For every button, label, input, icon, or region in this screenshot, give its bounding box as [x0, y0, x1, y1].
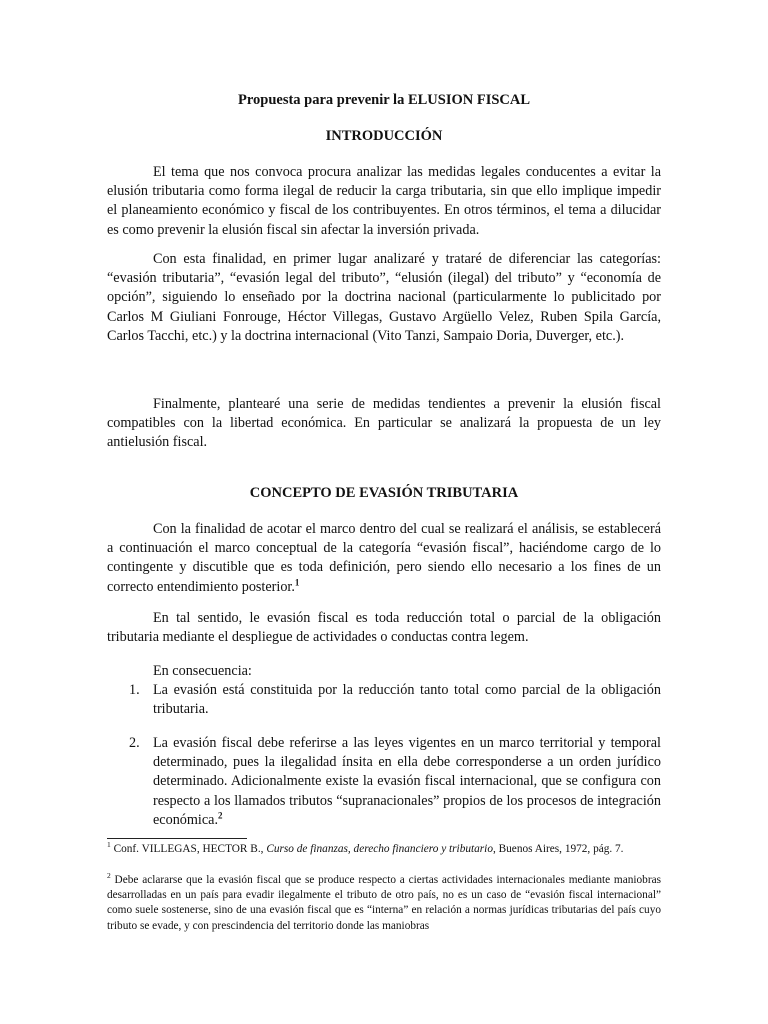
footnote-2-text: Debe aclararse que la evasión fiscal que se produce respecto a ciertas actividades internacionales mediante maniobras desarrolladas en un país para evadir ilegalmente el tributo de otro país, no es un caso de “evasión fiscal internacional” como suele sostenerse, sino de una evasión fiscal que es “interna” en relación a normas jurídicas tributarias del país cuyo tributo se evade, y con prescindencia del territorio donde las maniobras [107, 874, 661, 932]
list-item-number: 1. [129, 682, 140, 698]
section-heading-concepto: CONCEPTO DE EVASIÓN TRIBUTARIA [249, 485, 519, 501]
concept-paragraph-1 [107, 520, 661, 597]
footnote-1-post: , Buenos Aires, 1972, pág. 7. [492, 843, 624, 855]
section-heading-introduccion: INTRODUCCIÓN [325, 128, 443, 144]
footnote-1 [107, 842, 661, 857]
list-item-text-body: La evasión fiscal debe referirse a las leyes vigentes en un marco territorial y temporal determinado, pues la ilegalidad ínsita en ella debe corresponderse a un orden jurídico determinado. Adicionalmente existe la evasión fiscal internacional, que se configura con respecto a los llamados tributos “supranacionales” propios de los procesos de integración económica. [153, 735, 661, 828]
footnote-2-mark: 2 [107, 871, 111, 881]
concept-paragraph-2: En tal sentido, le evasión fiscal es toda reducción total o parcial de la obligación tributaria mediante el despliegue de actividades o conductas contra legem. [107, 610, 661, 646]
consequence-label: En consecuencia: [153, 663, 252, 679]
intro-paragraph-3: Finalmente, plantearé una serie de medidas tendientes a prevenir la elusión fiscal compatibles con la libertad económica. En particular se analizará la propuesta de un ley antielusión fiscal. [107, 396, 661, 451]
document-title: Propuesta para prevenir la ELUSION FISCAL [237, 92, 531, 108]
footnote-ref-1: 1 [294, 576, 300, 587]
list-item-text [153, 734, 661, 830]
list-item-text: La evasión está constituida por la reducción tanto total como parcial de la obligación tributaria. [153, 682, 661, 718]
footnote-1-pre: Conf. VILLEGAS, HECTOR B., [110, 843, 267, 855]
list-item [107, 681, 661, 719]
list-item-number: 2. [129, 735, 140, 751]
footnote-1-italic: Curso de finanzas, derecho financiero y tributario [266, 843, 493, 855]
list-item [107, 734, 661, 830]
footnote-2 [107, 873, 661, 934]
footnote-ref-2: 2 [218, 810, 223, 821]
footnote-separator [107, 838, 247, 839]
intro-paragraph-2: Con esta finalidad, en primer lugar analizaré y trataré de diferenciar las categorías: “evasión tributaria”, “evasión legal del tributo”, “elusión (ilegal) del tributo” y “economía de opción”, siguiendo lo enseñado por la doctrina nacional (particularmente lo publicitado por Carlos M Giuliani Fonrouge, Héctor Villegas, Gustavo Argüello Velez, Ruben Spila García, Carlos Tacchi, etc.) y la doctrina internacional (Vito Tanzi, Sampaio Doria, Duverger, etc.). [107, 251, 661, 344]
concept-paragraph-1-text: Con la finalidad de acotar el marco dentro del cual se realizará el análisis, se establecerá a continuación el marco conceptual de la categoría “evasión fiscal”, haciéndome cargo de lo contingente y discutible que es toda definición, pero siendo ello necesario a los fines de un correcto entendimiento posterior. [107, 521, 661, 595]
intro-paragraph-1: El tema que nos convoca procura analizar las medidas legales conducentes a evitar la elusión tributaria como forma ilegal de reducir la carga tributaria, sin que ello implique impedir el planeamiento económico y fiscal de los contribuyentes. En otros términos, el tema a dilucidar es como prevenir la elusión fiscal sin afectar la inversión privada. [107, 164, 661, 238]
footnote-1-mark: 1 [107, 840, 111, 850]
